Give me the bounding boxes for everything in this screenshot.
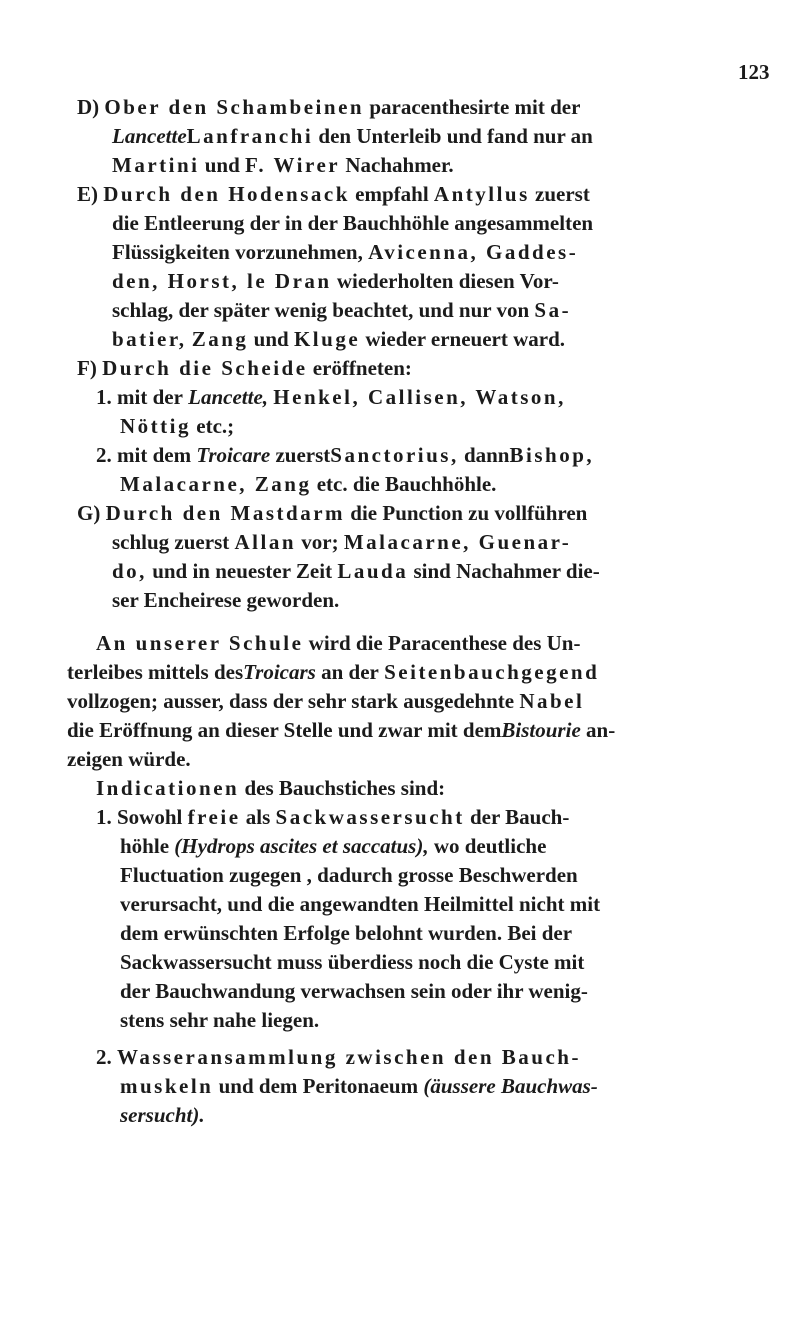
list-number: 1.	[96, 805, 112, 829]
paragraph-line-4: die Eröffnung an dieser Stelle und zwar mit demBistourie an-	[67, 718, 616, 742]
section-g-line-2: schlug zuerst Allan vor; Malacarne, Guenar-	[112, 530, 572, 554]
paragraph-line-2: terleibes mittels desTroicars an der Seitenbauchgegend	[67, 660, 600, 684]
section-e-line-1: E) Durch den Hodensack empfahl Antyllus zuerst	[77, 182, 590, 206]
section-e-line-6: batier, Zang und Kluge wieder erneuert ward.	[112, 327, 566, 351]
section-f-line-2: 1. mit der Lancette, Henkel, Callisen, Watson,	[96, 385, 566, 409]
section-marker: G)	[77, 501, 101, 525]
list-number: 1.	[96, 385, 112, 409]
indication-1-line-7: der Bauchwandung verwachsen sein oder ihr wenig-	[120, 979, 588, 1003]
section-d-line-2: LancetteLanfranchi den Unterleib und fand nur an	[112, 124, 593, 148]
section-f-line-3: Nöttig etc.;	[120, 414, 235, 438]
indication-1-line-5: dem erwünschten Erfolge belohnt wurden. Bei der	[120, 921, 573, 945]
indications-heading: Indicationen des Bauchstiches sind:	[96, 776, 446, 800]
indication-2-line-3: sersucht).	[120, 1103, 205, 1127]
indication-1-line-6: Sackwassersucht muss überdiess noch die Cyste mit	[120, 950, 585, 974]
section-marker: F)	[77, 356, 97, 380]
section-e-line-3: Flüssigkeiten vorzunehmen, Avicenna, Gaddes-	[112, 240, 579, 264]
indication-1-line-4: verursacht, und die angewandten Heilmittel nicht mit	[120, 892, 601, 916]
list-number: 2.	[96, 443, 112, 467]
section-e-line-2: die Entleerung der in der Bauchhöhle angesammelten	[112, 211, 594, 235]
page-number: 123	[738, 60, 770, 84]
section-g-line-4: ser Encheirese geworden.	[112, 588, 340, 612]
indication-2-line-2: muskeln und dem Peritonaeum (äussere Bauchwas-	[120, 1074, 598, 1098]
paragraph-line-5: zeigen würde.	[67, 747, 191, 771]
indication-1-line-1: 1. Sowohl freie als Sackwassersucht der Bauch-	[96, 805, 570, 829]
section-f-line-4: 2. mit dem Troicare zuerstSanctorius, dannBishop,	[96, 443, 595, 467]
section-d-line-3: Martini und F. Wirer Nachahmer.	[112, 153, 454, 177]
paragraph-line-3: vollzogen; ausser, dass der sehr stark ausgedehnte Nabel	[67, 689, 585, 713]
indication-1-line-3: Fluctuation zugegen , dadurch grosse Beschwerden	[120, 863, 578, 887]
indication-2-line-1: 2. Wasseransammlung zwischen den Bauch-	[96, 1045, 581, 1069]
section-e-line-5: schlag, der später wenig beachtet, und nur von Sa-	[112, 298, 572, 322]
section-f-line-5: Malacarne, Zang etc. die Bauchhöhle.	[120, 472, 497, 496]
indication-1-line-8: stens sehr nahe liegen.	[120, 1008, 320, 1032]
section-d-line-1: D) Ober den Schambeinen paracenthesirte mit der	[77, 95, 581, 119]
section-g-line-3: do, und in neuester Zeit Lauda sind Nachahmer die-	[112, 559, 600, 583]
indication-1-line-2: höhle (Hydrops ascites et saccatus), wo deutliche	[120, 834, 547, 858]
list-number: 2.	[96, 1045, 112, 1069]
section-marker: E)	[77, 182, 98, 206]
section-marker: D)	[77, 95, 100, 119]
paragraph-line-1: An unserer Schule wird die Paracenthese des Un-	[96, 631, 581, 655]
section-e-line-4: den, Horst, le Dran wiederholten diesen Vor-	[112, 269, 559, 293]
section-g-line-1: G) Durch den Mastdarm die Punction zu vollführen	[77, 501, 588, 525]
section-f-line-1: F) Durch die Scheide eröffneten:	[77, 356, 412, 380]
